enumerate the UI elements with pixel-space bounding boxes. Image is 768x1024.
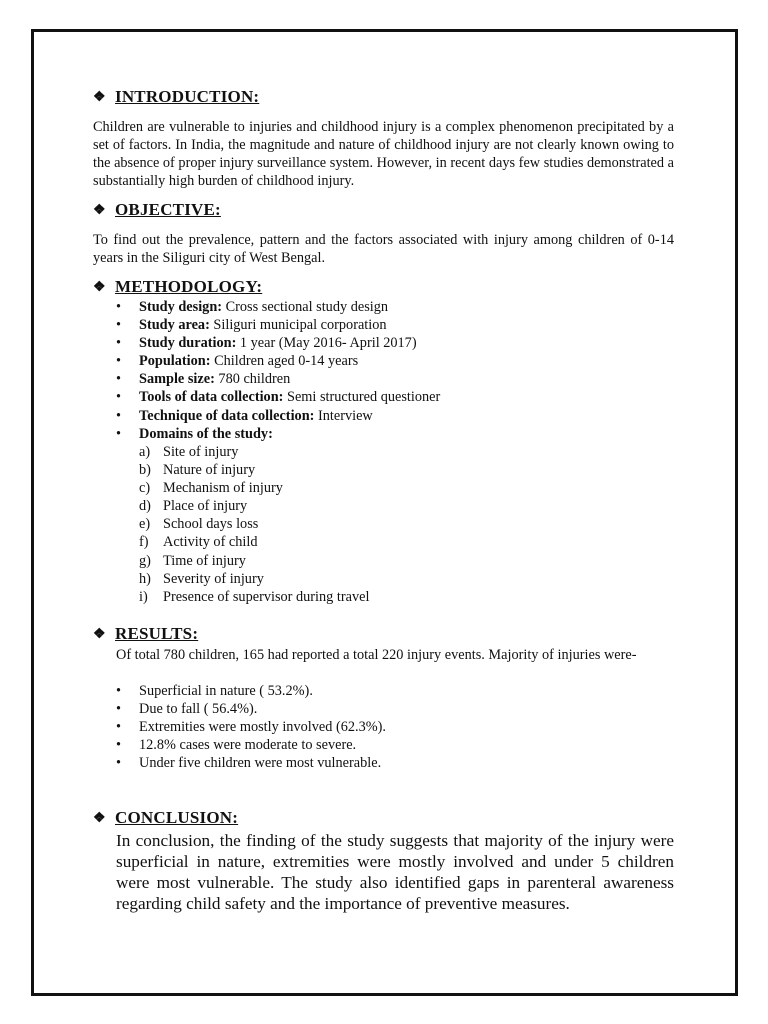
item-value: Siliguri municipal corporation (209, 317, 387, 334)
list-item (139, 515, 369, 533)
methodology-list (116, 298, 440, 443)
domain-text: Severity of injury (163, 570, 264, 587)
result-text: Superficial in nature ( 53.2%). (139, 683, 313, 699)
conclusion-title: CONCLUSION: (115, 808, 239, 827)
diamond-bullet-icon: ❖ (93, 626, 106, 642)
bullet-dot-icon: • (116, 425, 122, 442)
results-title: RESULTS: (115, 624, 199, 643)
item-label: Study area: (139, 317, 210, 334)
list-marker: a) (139, 444, 151, 460)
introduction-heading (93, 87, 259, 107)
methodology-heading (93, 277, 262, 297)
domain-text: Mechanism of injury (163, 480, 283, 497)
diamond-bullet-icon: ❖ (93, 810, 106, 826)
domain-text: Activity of child (163, 534, 258, 551)
item-label: Tools of data collection: (139, 389, 284, 406)
list-item (116, 425, 440, 443)
result-text: Under five children were most vulnerable. (139, 755, 382, 772)
list-marker: b) (139, 462, 151, 479)
item-value: Cross sectional study design (222, 299, 389, 315)
list-item (116, 682, 386, 700)
domain-text: Place of injury (163, 498, 248, 515)
bullet-dot-icon: • (116, 719, 122, 736)
bullet-dot-icon: • (116, 353, 122, 370)
list-marker: d) (139, 498, 151, 515)
bullet-dot-icon: • (116, 299, 122, 315)
domain-text: Nature of injury (163, 462, 256, 479)
list-marker: g) (139, 552, 151, 569)
bullet-dot-icon: • (116, 755, 122, 772)
item-label: Study duration: (139, 335, 237, 352)
introduction-text: Children are vulnerable to injuries and childhood injury is a complex phenomenon precipitated by a set of factors. In India, the magnitude and nature of childhood injury are not clearly known owing to the absence of proper injury surveillance system. However, in recent days few studies demonstrated a substantially high burden of childhood injury. (93, 119, 674, 189)
list-item (139, 479, 369, 497)
bullet-dot-icon: • (116, 701, 122, 718)
list-marker: f) (139, 534, 149, 551)
result-text: 12.8% cases were moderate to severe. (139, 737, 357, 754)
item-value: Interview (314, 407, 373, 424)
list-item (139, 533, 369, 551)
item-label: Technique of data collection: (139, 407, 315, 424)
results-text: Of total 780 children, 165 had reported a total 220 injury events. Majority of injuries were- (116, 647, 637, 663)
diamond-bullet-icon: ❖ (93, 202, 106, 218)
item-value: 1 year (May 2016- April 2017) (236, 335, 417, 352)
conclusion-text: In conclusion, the finding of the study suggests that majority of the injury were superficial in nature, extremities were mostly involved and under 5 children were most vulnerable. The study also identified gaps in parenteral awareness regarding child safety and the importance of preventive measures. (116, 831, 674, 913)
list-item (116, 736, 386, 754)
list-marker: i) (139, 588, 148, 605)
objective-text: To find out the prevalence, pattern and the factors associated with injury among children of 0-14 years in the Siliguri city of West Bengal. (93, 232, 674, 266)
list-item (139, 570, 369, 588)
list-item (139, 443, 369, 461)
item-value: Children aged 0-14 years (210, 353, 359, 370)
list-item (139, 588, 369, 606)
result-text: Due to fall ( 56.4%). (139, 701, 258, 718)
list-item (116, 298, 440, 316)
list-item (139, 552, 369, 570)
list-marker: h) (139, 570, 151, 587)
item-value: Semi structured questioner (283, 389, 441, 406)
objective-title: OBJECTIVE: (115, 200, 221, 219)
list-item (139, 461, 369, 479)
item-label: Population: (139, 353, 211, 370)
bullet-dot-icon: • (116, 389, 122, 406)
domain-text: Site of injury (163, 444, 239, 460)
bullet-dot-icon: • (116, 317, 122, 334)
item-value: 780 children (214, 371, 291, 388)
list-item (116, 718, 386, 736)
item-label: Domains of the study: (139, 425, 273, 442)
bullet-dot-icon: • (116, 407, 122, 424)
results-heading (93, 624, 198, 644)
result-text: Extremities were mostly involved (62.3%). (139, 719, 386, 736)
domain-text: Presence of supervisor during travel (163, 588, 370, 605)
bullet-dot-icon: • (116, 683, 122, 699)
domains-list (139, 443, 369, 606)
list-item (116, 316, 440, 334)
list-item (116, 754, 386, 772)
item-label: Sample size: (139, 371, 215, 388)
list-item (116, 407, 440, 425)
diamond-bullet-icon: ❖ (93, 279, 106, 295)
list-item (116, 352, 440, 370)
bullet-dot-icon: • (116, 335, 122, 352)
introduction-title: INTRODUCTION: (115, 87, 260, 106)
list-item (116, 700, 386, 718)
bullet-dot-icon: • (116, 371, 122, 388)
bullet-dot-icon: • (116, 737, 122, 754)
list-marker: c) (139, 480, 151, 497)
domain-text: Time of injury (163, 552, 246, 569)
list-item (139, 497, 369, 515)
diamond-bullet-icon: ❖ (93, 89, 106, 105)
list-marker: e) (139, 516, 151, 533)
item-label: Study design: (139, 299, 223, 315)
results-list (116, 682, 386, 772)
list-item (116, 388, 440, 406)
methodology-title: METHODOLOGY: (115, 277, 263, 296)
conclusion-heading (93, 808, 238, 828)
list-item (116, 370, 440, 388)
list-item (116, 334, 440, 352)
domain-text: School days loss (163, 516, 259, 533)
objective-heading (93, 200, 221, 220)
